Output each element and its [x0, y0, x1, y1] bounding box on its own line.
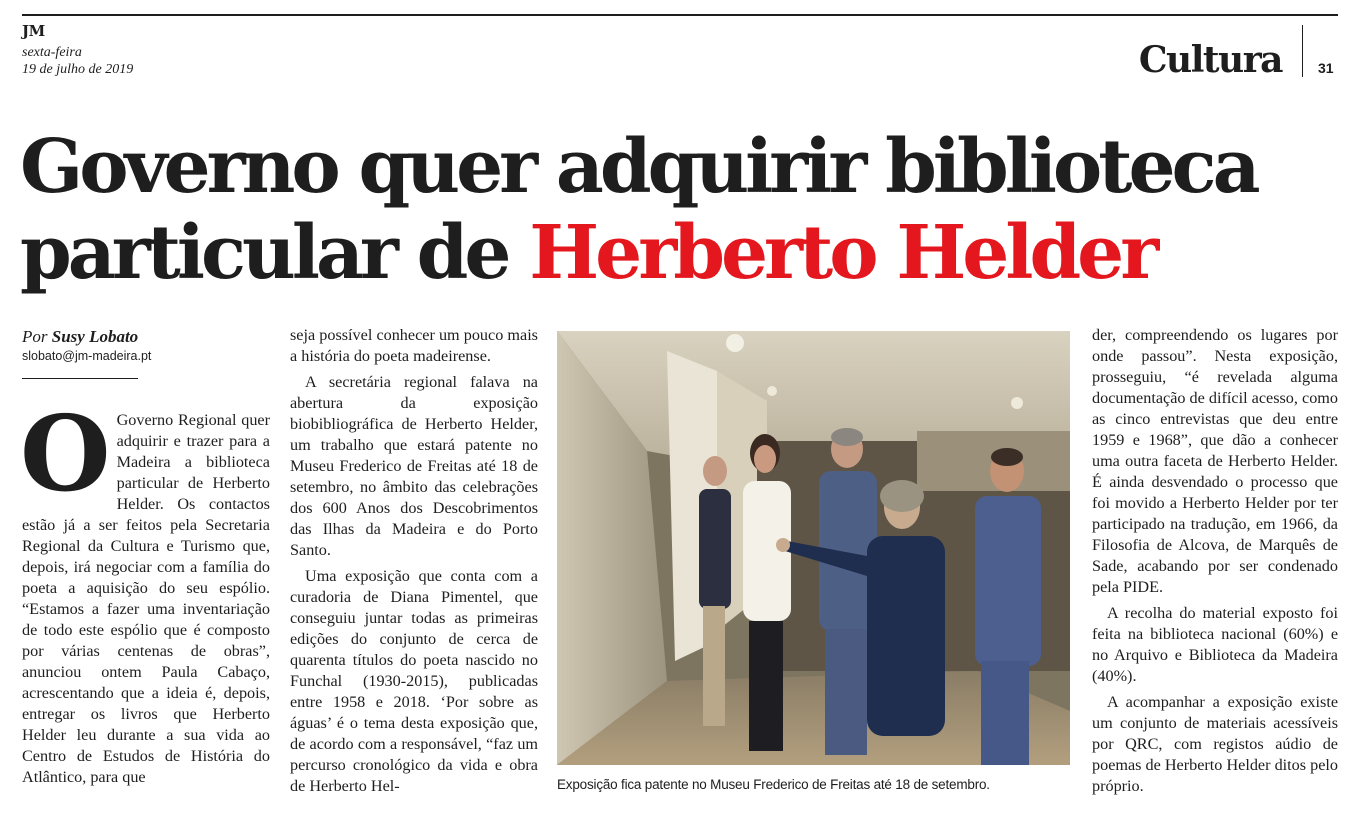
headline-line-2-lead: particular de: [20, 210, 530, 296]
paragraph: seja possível conhecer um pouco mais a história do poeta madeirense.: [290, 326, 538, 365]
byline-author: Susy Lobato: [51, 327, 139, 346]
issue-date: 19 de julho de 2019: [22, 62, 134, 77]
byline-prefix: Por: [22, 327, 48, 346]
article-column-3: [1092, 325, 1338, 797]
publication-logo: JM: [22, 22, 45, 40]
headline-line-1: Governo quer adquirir biblioteca: [20, 124, 1257, 210]
paragraph: A secretária regional falava na abertura da exposição biobibliográfica de Herberto Helder, um trabalho que estará patente no Museu Frederico de Freitas até 18 de setembro, no âmbito das celebrações dos 600 Anos dos Descobrimentos das Ilhas da Madeira e do Porto Santo.: [290, 373, 538, 559]
drop-cap: O: [20, 392, 111, 515]
article-headline: [20, 124, 1345, 296]
section-title: Cultura: [1138, 39, 1282, 81]
paragraph: Uma exposição que conta com a curadoria de Diana Pimentel, que conseguiu juntar todas as primeiras edições do conjunto de cerca de quarenta títulos do poeta nascido no Funchal (1930-2015), publicadas entre 1958 e 2018. ‘Por sobre as águas’ é o tema desta exposição que, de acordo com a responsável, “faz um percurso cronológico da vida e obra de Herberto Hel-: [290, 567, 538, 795]
byline: [22, 327, 138, 347]
paragraph: Governo Regional quer adquirir e trazer para a Madeira a biblioteca particular de Herberto Helder. Os contactos estão já a ser feitos pela Secretaria Regional da Cultura e Turismo que, depois, irá negociar com a família do poeta a aquisição do seu espólio. “Estamos a fazer uma inventariação de todo este espólio que é composto por várias centenas de obras”, anunciou ontem Paula Cabaço, acrescentando que a ideia é, depois, entregar os livros que Herberto Helder leu durante a sua vida ao Centro de Estudos de História do Atlântico, para que: [22, 411, 270, 786]
headline-accent-name: Herberto Helder: [529, 210, 1156, 296]
article-photo: [557, 331, 1070, 765]
byline-rule: [22, 378, 138, 379]
header-divider: [1302, 25, 1303, 77]
author-email: slobato@jm-madeira.pt: [22, 349, 152, 363]
paragraph: A acompanhar a exposição existe um conjunto de materiais acessíveis por QRC, com registos aúdio de poemas de Herberto Helder ditos pelo próprio.: [1092, 693, 1338, 795]
article-column-2: [290, 325, 538, 797]
photo-caption: Exposição fica patente no Museu Frederico de Freitas até 18 de setembro.: [557, 777, 990, 792]
paragraph: der, compreendendo os lugares por onde passou”. Nesta exposição, prosseguiu, “é revelada alguma documentação de difícil acesso, como as cinco entrevistas que deu entre 1959 e 1968”, que dão a conhecer uma outra faceta de Herberto Helder. É ainda desvendado o processo que foi movido a Herberto Helder por ter participado na tradução, em 1966, da Filosofia de Alcova, de Marquês de Sade, acabando por ser condenado pela PIDE.: [1092, 326, 1338, 596]
issue-weekday: sexta-feira: [22, 45, 82, 60]
paragraph: A recolha do material exposto foi feita na biblioteca nacional (60%) e no Arquivo e Biblioteca da Madeira (40%).: [1092, 604, 1338, 685]
page-number: 31: [1318, 60, 1334, 76]
article-column-1: [20, 392, 270, 788]
top-rule: [22, 14, 1338, 16]
